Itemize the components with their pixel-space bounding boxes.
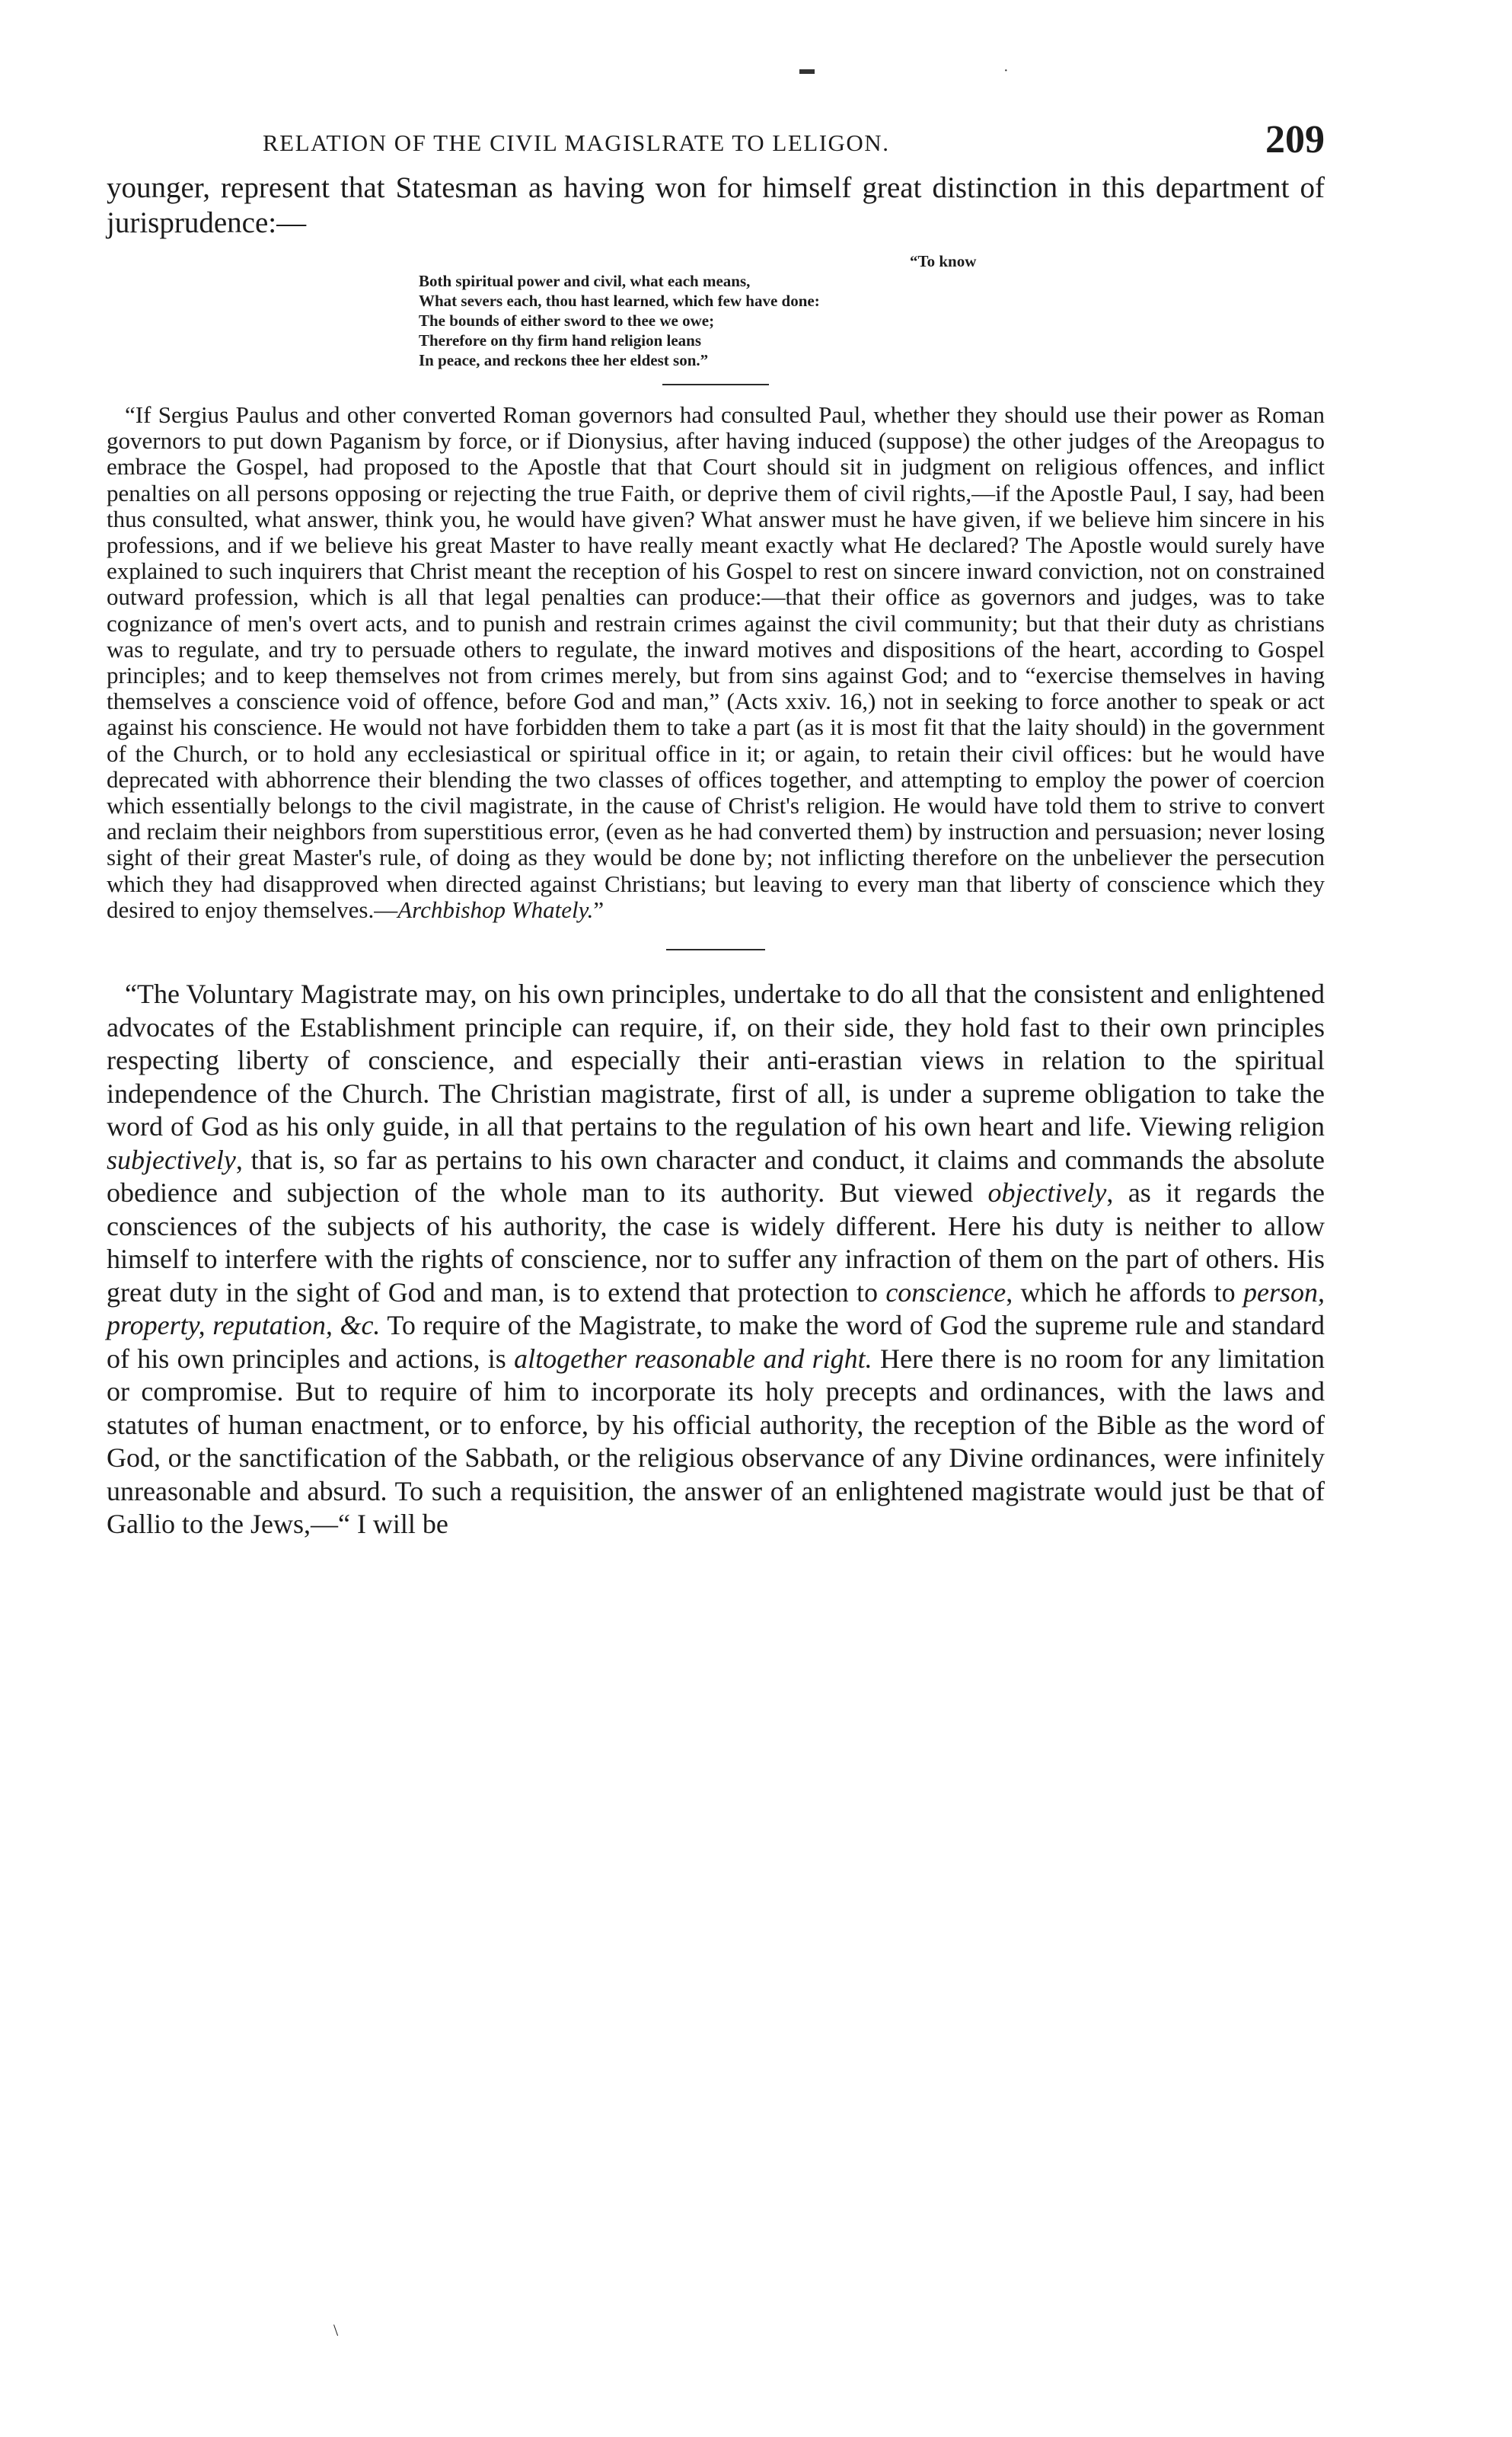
emphasis: person, property, reputation, &c. <box>107 1276 1325 1341</box>
page-header <box>107 107 1325 171</box>
verse-line: Both spiritual power and civil, what each means, <box>419 272 751 290</box>
section-divider <box>666 949 765 950</box>
closing-quote-mark: ” <box>593 896 604 923</box>
page-number: 209 <box>1265 118 1325 161</box>
quotation-text: “If Sergius Paulus and other converted Roman governors had consulted Paul, whether they should use their power as Roman governors to put down Paganism by force, or if Dionysius, after having induced (suppose) the other judges of the Areopagus to embrace the Gospel, had proposed to the Apostle that that Court should sit in judgment on religious offences, and inflict penalties on all persons opposing or rejecting the true Faith, or deprive them of civil rights,—if the Apostle Paul, I say, had been thus consulted, what answer, think you, he would have given? What answer must he have given, if we believe him sincere in his professions, and if we believe his great Master to have really meant exactly what He declared? The Apostle would surely have explained to such inquirers that Christ meant the reception of his Gospel to rest on sincere inward conviction, not on constrained outward profession, which is all that legal penalties can produce:—that their office as governors and judges, was to take cognizance of men's overt acts, and to punish and restrain crimes against the civil community; but that their duty as christians was to regulate, and try to persuade others to regulate, the inward motives and dispositions of the heart, according to Gospel principles; and to keep themselves not from crimes merely, but from sins against God; and to “exercise themselves in having themselves a conscience void of offence, before God and man,” (Acts xxiv. 16,) not in seeking to force another to speak or act against his conscience. He would not have forbidden them to take a part (as it is most fit that the laity should) in the government of the Church, or to hold any ecclesiastical or spiritual office in it; or again, to retain their civil offices: but he would have deprecated with abhorrence their blending the two classes of offices together, and attempting to employ the power of coercion which essentially belongs to the civil magistrate, in the cause of Christ's religion. He would have told them to strive to convert and reclaim their neighbors from superstitious error, (even as he had converted them) by instruction and persuasion; never losing sight of their great Master's rule, of doing as they would be done by; not inflicting therefore on the unbeliever the persecution which they had disapproved when directed against Christians; but leaving to every man that liberty of conscience which they desired to enjoy themselves.— <box>107 401 1325 923</box>
emphasis: objectively <box>987 1177 1107 1209</box>
footer-mark: \ <box>333 2320 339 2340</box>
section-divider <box>662 384 769 385</box>
paragraph-text: , that is, so far as pertains to his own character and conduct, it claims and commands the absolute obedience and subjection of the whole man to its authority. But viewed <box>107 1144 1325 1209</box>
paragraph-text: , as it regards the consciences of the subjects of his authority, the case is widely different. Here his duty is neither to allow himself to interfere with the rights of conscience, nor to suffer any infraction of them on the part of others. His great duty in the sight of God and man, is to extend that protection to <box>107 1177 1325 1308</box>
print-speck: · <box>1003 62 1009 79</box>
running-head: RELATION OF THE CIVIL MAGISLRATE TO LELIGON. <box>263 129 890 156</box>
print-smudge: ▬ <box>799 61 815 78</box>
emphasis: conscience <box>885 1276 1006 1308</box>
quotation-attribution: Archbishop Whately. <box>397 896 594 923</box>
verse-line: The bounds of either sword to thee we owe; <box>419 311 715 330</box>
voluntary-magistrate-paragraph <box>107 978 1325 1541</box>
document-page <box>107 107 1325 1541</box>
emphasis: subjectively <box>107 1144 236 1175</box>
verse-line: What severs each, thou hast learned, which few have done: <box>419 292 820 310</box>
paragraph-text: Here there is no room for any limitation or compromise. But to require of him to incorporate its holy precepts and ordinances, with the laws and statutes of human enactment, or to enforce, by his official authority, the reception of the Bible as the word of God, or the sanctification of the Sabbath, or the religious observance of any Divine ordinances, were infinitely unreasonable and absurd. To such a requisition, the answer of an enlightened magistrate would just be that of Gallio to the Jews,—“ I will be <box>107 1343 1325 1540</box>
paragraph-text: , which he affords to <box>1006 1276 1243 1308</box>
verse-line: In peace, and reckons thee her eldest son.” <box>419 351 709 369</box>
paragraph-text: “The Voluntary Magistrate may, on his own principles, undertake to do all that the consistent and enlightened advocates of the Establishment principle can require, if, on their side, they hold fast to their own principles respecting liberty of conscience, and especially their anti-erastian views in relation to the spiritual independence of the Church. The Christian magistrate, first of all, is under a supreme obligation to take the word of God as his only guide, in all that pertains to the regulation of his own heart and life. Viewing religion <box>107 979 1325 1142</box>
verse-quotation <box>419 251 1180 370</box>
verse-line: Therefore on thy firm hand religion leans <box>419 331 702 350</box>
verse-line: “To know <box>910 252 977 270</box>
emphasis: altogether reasonable and right. <box>514 1343 872 1374</box>
paragraph-text: To require of the Magistrate, to make the word of God the supreme rule and standard of his own principles and actions, is <box>107 1310 1325 1374</box>
whately-quotation <box>107 402 1325 923</box>
opening-paragraph: younger, represent that Statesman as having won for himself great distinction in this department of jurisprudence:— <box>107 171 1325 239</box>
